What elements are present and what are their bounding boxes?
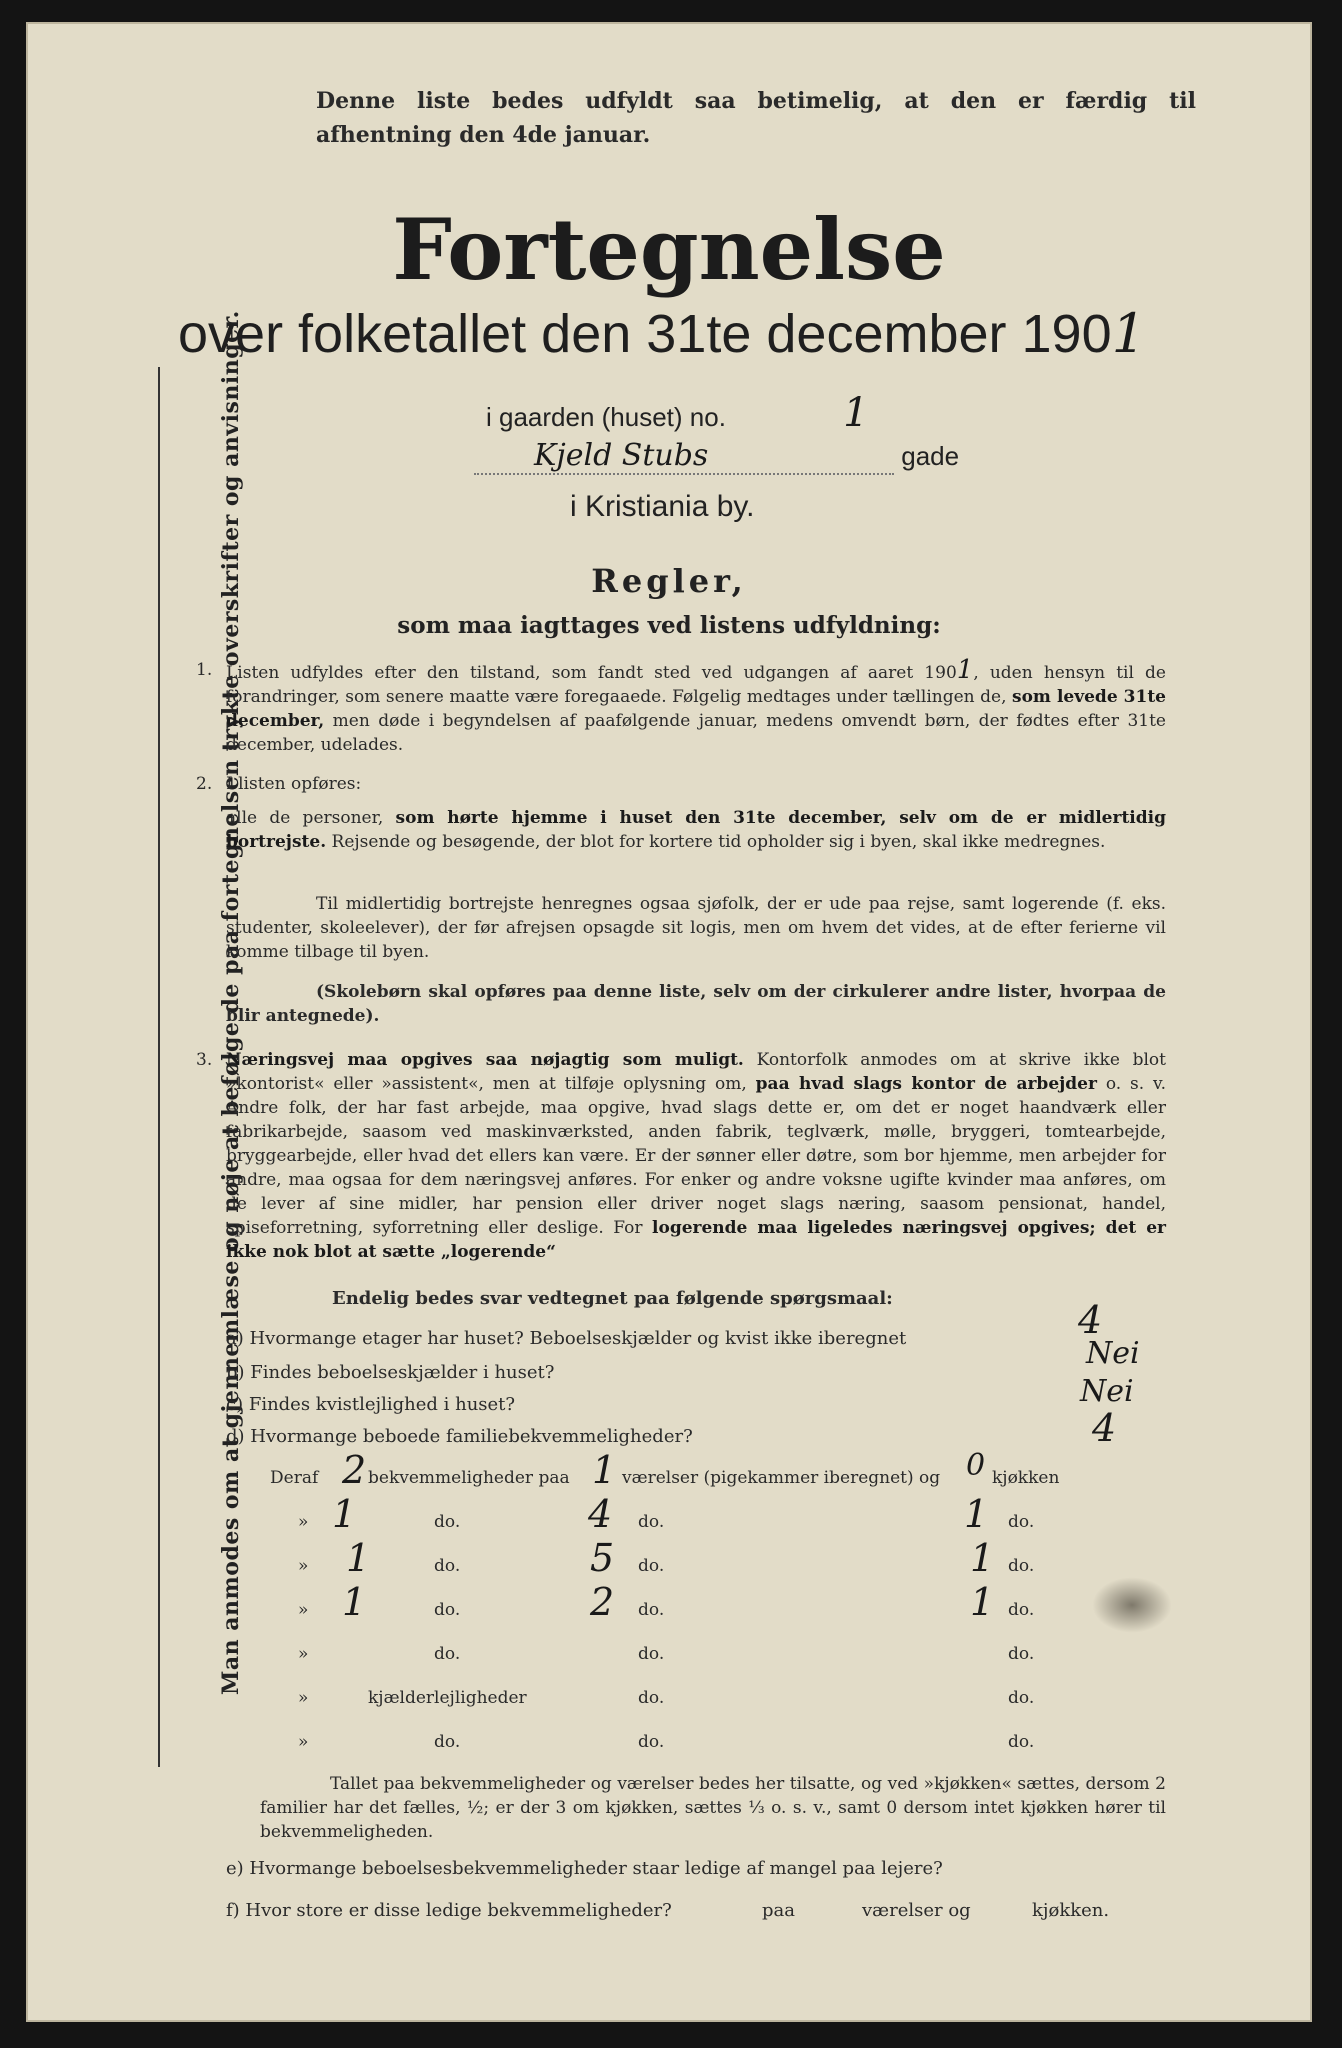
rule-3-part-b: o. s. v. Andre folk, der har fast arbejde, maa opgive, hvad slags dette er, om det er noget haandværk eller fabrikarbejde, saasom ved maskinværksted, anden fabrik, teglværk, mølle, bryggeri, tomtearbejde, bryggearbejde, eller hvad det ellers kan være. Er der sønner eller døtre, som bor hjemme, men arbejder for andre, maa ogsaa for dem næringsvej anføres. For enker og andre voksne ugifte kvinder maa anføres, om de lever af sine midler, har pension eller driver noget slags næring, saasom pensionat, handel, spiseforretning, syforretning eller deslige. For bbox=[226, 1074, 1167, 1238]
rule-2-bold: som hørte hjemme i huset den 31te december, selv om de er midlertidig bortrejste. bbox=[226, 808, 1166, 852]
table-row-1-kitchen: 0 bbox=[966, 1448, 986, 1483]
table-do: do. bbox=[1008, 1556, 1035, 1576]
rule-2-paragraph-2: Til midlertidig bortrejste henregnes ogsaa sjøfolk, der er ude paa rejse, samt logerende (f. eks. studenter, skoleelever), der før afrejsen opsagde sit logis, men om hvem det vides, at de efter ferierne vil komme tilbage til byen. bbox=[226, 894, 1166, 962]
table-do: do. bbox=[638, 1556, 665, 1576]
rules-subheading: som maa iagttages ved listens udfyldning: bbox=[397, 612, 941, 639]
table-quote: » bbox=[298, 1732, 309, 1752]
question-a: a) Hvormange etager har huset? Beboelseskjælder og kvist ikke iberegnet bbox=[226, 1328, 907, 1349]
table-row-2-count: 1 bbox=[332, 1492, 357, 1536]
table-do: do. bbox=[434, 1600, 461, 1620]
pickup-notice: Denne liste bedes udfyldt saa betimelig, at den er færdig til afhentning den 4de januar. bbox=[316, 88, 1196, 148]
rule-2-number: 2. bbox=[196, 774, 213, 794]
table-kjaelder-label: kjælderlejligheder bbox=[368, 1688, 527, 1708]
gaard-label: i gaarden (huset) no. bbox=[486, 402, 726, 432]
rule-3-part-a: Kontorfolk anmodes om at skrive ikke blot »kontorist« eller »assistent«, men at tilføje oplysning om, bbox=[226, 1050, 1166, 1094]
rule-1-text bbox=[226, 655, 1167, 757]
table-do: do. bbox=[638, 1644, 665, 1664]
table-do: do. bbox=[434, 1644, 461, 1664]
rule-3-number: 3. bbox=[196, 1050, 213, 1070]
rule-1-bold: som levede 31te december, bbox=[226, 687, 1167, 731]
answer-c-handwritten: Nei bbox=[1080, 1374, 1134, 1409]
question-d: d) Hvormange beboede familiebekvemmeligheder? bbox=[226, 1426, 693, 1447]
rule-3-text bbox=[226, 1048, 1166, 1264]
rule-2-part-a: alle de personer, bbox=[226, 808, 384, 828]
table-do: do. bbox=[1008, 1512, 1035, 1532]
subtitle-year-handwritten: 1 bbox=[1111, 302, 1146, 365]
table-do: do. bbox=[638, 1600, 665, 1620]
rule-1-part-c: men døde i begyndelsen af paafølgende januar, medens omvendt børn, der fødtes efter 31te december, udelades. bbox=[226, 711, 1166, 755]
question-f-vaerelser: værelser og bbox=[862, 1900, 971, 1921]
table-quote: » bbox=[298, 1644, 309, 1664]
form-title: Fortegnelse bbox=[392, 200, 946, 299]
rule-2-lead: I listen opføres: bbox=[226, 774, 362, 794]
table-do: do. bbox=[434, 1512, 461, 1532]
table-row-3-kitchen: 1 bbox=[970, 1536, 995, 1580]
gaard-line bbox=[486, 390, 869, 436]
table-row-4-count: 1 bbox=[342, 1580, 367, 1624]
street-handwritten: Kjeld Stubs bbox=[474, 438, 894, 475]
table-row-1-rooms: 1 bbox=[592, 1448, 617, 1492]
table-row-3-rooms: 5 bbox=[590, 1536, 615, 1580]
rule-2-text bbox=[226, 806, 1166, 854]
table-do: do. bbox=[1008, 1644, 1035, 1664]
table-row-3-count: 1 bbox=[346, 1536, 371, 1580]
census-form-page bbox=[26, 22, 1312, 2022]
table-col-vaerelser: værelser (pigekammer iberegnet) og bbox=[622, 1468, 941, 1488]
table-do: do. bbox=[638, 1688, 665, 1708]
rules-heading: Regler, bbox=[591, 562, 747, 600]
table-col-bekvem: bekvemmeligheder paa bbox=[368, 1468, 570, 1488]
question-e: e) Hvormange beboelsesbekvemmeligheder staar ledige af mangel paa lejere? bbox=[226, 1858, 943, 1879]
table-quote: » bbox=[298, 1688, 309, 1708]
table-footnote: Tallet paa bekvemmeligheder og værelser bedes her tilsatte, og ved »kjøkken« sættes, dersom 2 familier har det fælles, ½; er der 3 om kjøkken, sættes ⅓ o. s. v., samt 0 dersom intet kjøkken hører til bekvemmeligheden. bbox=[260, 1774, 1166, 1842]
answer-a-handwritten: 4 bbox=[1078, 1298, 1103, 1342]
table-do: do. bbox=[1008, 1600, 1035, 1620]
table-do: do. bbox=[1008, 1732, 1035, 1752]
rule-3-bold-c: logerende maa ligeledes næringsvej opgives; det er ikke nok blot at sætte „logerende“ bbox=[226, 1218, 1167, 1262]
answer-b-handwritten: Nei bbox=[1086, 1336, 1140, 1371]
rule-3-bold-a: Næringsvej maa opgives saa nøjagtig som muligt. bbox=[226, 1050, 744, 1070]
rule-2-part-b: Rejsende og besøgende, der blot for kortere tid opholder sig i byen, skal ikke medregnes. bbox=[331, 832, 1106, 852]
rule-1-year-handwritten: 1 bbox=[956, 655, 974, 685]
rule-2-paragraph-3: (Skolebørn skal opføres paa denne liste, selv om der cirkulerer andre lister, hvorpaa de blir antegnede). bbox=[226, 982, 1166, 1026]
rule-1-number: 1. bbox=[196, 660, 213, 680]
rule-1-part-a: Listen udfyldes efter den tilstand, som fandt sted ved udgangen af aaret 190 bbox=[226, 663, 957, 683]
rule-1-part-b: , uden hensyn til de forandringer, som senere maatte være foregaaede. Følgelig medtages under tællingen de, bbox=[226, 663, 1166, 707]
ink-stain bbox=[1092, 1577, 1172, 1633]
rule-3-bold-b: paa hvad slags kontor de arbejder bbox=[755, 1074, 1097, 1094]
table-row-1-count: 2 bbox=[342, 1448, 367, 1492]
street-suffix: gade bbox=[901, 441, 960, 471]
table-quote: » bbox=[298, 1556, 309, 1576]
gaard-number-handwritten: 1 bbox=[843, 390, 869, 436]
table-do: do. bbox=[1008, 1688, 1035, 1708]
table-row-4-rooms: 2 bbox=[590, 1580, 615, 1624]
city-line: i Kristiania by. bbox=[570, 490, 755, 523]
table-do: do. bbox=[434, 1556, 461, 1576]
table-row-4-kitchen: 1 bbox=[970, 1580, 995, 1624]
subtitle-text: over folketallet den 31te december 190 bbox=[178, 304, 1112, 364]
street-line bbox=[474, 438, 959, 475]
form-subtitle bbox=[178, 302, 1178, 365]
question-f-kjokken: kjøkken. bbox=[1032, 1900, 1110, 1921]
question-f-paa: paa bbox=[762, 1900, 795, 1921]
answer-d-handwritten: 4 bbox=[1092, 1406, 1117, 1450]
sidebar-instruction: Man anmodes om at gjennemlæse og nøje at befølge de paa fortegnelsen trykte overskrifter og anvisninger. bbox=[218, 310, 244, 1695]
table-row-2-rooms: 4 bbox=[588, 1492, 613, 1536]
table-quote: » bbox=[298, 1512, 309, 1532]
table-do: do. bbox=[434, 1732, 461, 1752]
table-col-kjokken: kjøkken bbox=[992, 1468, 1060, 1488]
table-quote: » bbox=[298, 1600, 309, 1620]
table-row-2-kitchen: 1 bbox=[964, 1492, 989, 1536]
table-deraf: Deraf bbox=[270, 1468, 319, 1488]
table-do: do. bbox=[638, 1512, 665, 1532]
question-c: c) Findes kvistlejlighed i huset? bbox=[226, 1394, 516, 1415]
table-do: do. bbox=[638, 1732, 665, 1752]
question-b: b) Findes beboelseskjælder i huset? bbox=[226, 1362, 555, 1383]
question-f: f) Hvor store er disse ledige bekvemmeligheder? bbox=[226, 1900, 672, 1921]
questions-heading: Endelig bedes svar vedtegnet paa følgende spørgsmaal: bbox=[332, 1288, 893, 1309]
